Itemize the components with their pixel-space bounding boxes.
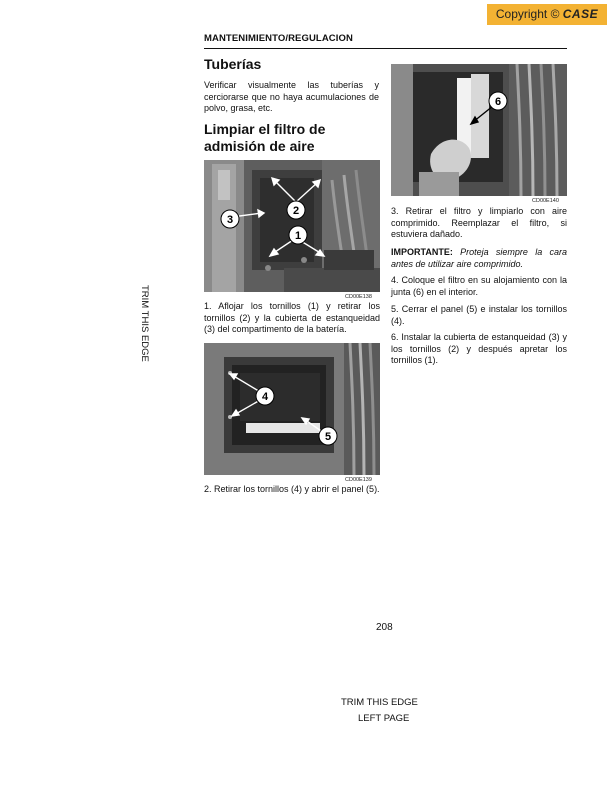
important-text: Proteja siempre la cara antes de utilizar aire comprimido. [391, 247, 567, 269]
copyright-badge [487, 4, 607, 25]
figure-caption-1: CD00E138 [345, 294, 372, 300]
step-6: 6. Instalar la cubierta de estanqueidad (3) y los tornillos (2) y después apretar los tornillos (1). [391, 332, 567, 365]
left-page-label: LEFT PAGE [358, 713, 410, 724]
step-3: 3. Retirar el filtro y limpiarlo con aire comprimido. Reemplazar el filtro, si estuviera dañado. [391, 206, 567, 239]
header-divider [204, 48, 567, 49]
tuberias-body: Verificar visualmente las tuberías y cerciorarse que no haya acumulaciones de polvo, grasa, etc. [204, 80, 379, 113]
callout-2: 2 [292, 205, 300, 217]
figure-caption-2: CD00E139 [345, 477, 372, 483]
section-title: MANTENIMIENTO/REGULACION [204, 33, 353, 44]
callout-3: 3 [226, 214, 234, 226]
figure-filter [391, 64, 567, 196]
step-4: 4. Coloque el filtro en su alojamiento con la junta (6) en el interior. [391, 275, 567, 297]
important-note [391, 247, 567, 270]
step-5: 5. Cerrar el panel (5) e instalar los tornillos (4). [391, 304, 567, 326]
figure-battery-cover [204, 160, 380, 292]
callout-4: 4 [261, 391, 269, 403]
tuberias-heading: Tuberías [204, 56, 262, 72]
step-2: 2. Retirar los tornillos (4) y abrir el panel (5). [204, 484, 380, 494]
page-number: 208 [376, 622, 393, 633]
callout-1: 1 [294, 230, 302, 242]
callout-5: 5 [324, 431, 332, 443]
filtro-heading: Limpiar el filtro de admisión de aire [204, 121, 326, 154]
case-logo: CASE [562, 7, 599, 21]
trim-edge-bottom: TRIM THIS EDGE [341, 697, 418, 708]
step-1: 1. Aflojar los tornillos (1) y retirar los tornillos (2) y la cubierta de estanqueidad (3) del compartimento de la batería. [204, 301, 380, 334]
callout-6: 6 [494, 96, 502, 108]
important-label: IMPORTANTE: [391, 247, 453, 257]
figure-panel [204, 343, 380, 475]
figure-caption-3: CD00E140 [532, 198, 559, 204]
trim-edge-vertical: TRIM THIS EDGE [139, 285, 150, 362]
copyright-text: Copyright © [495, 7, 560, 21]
